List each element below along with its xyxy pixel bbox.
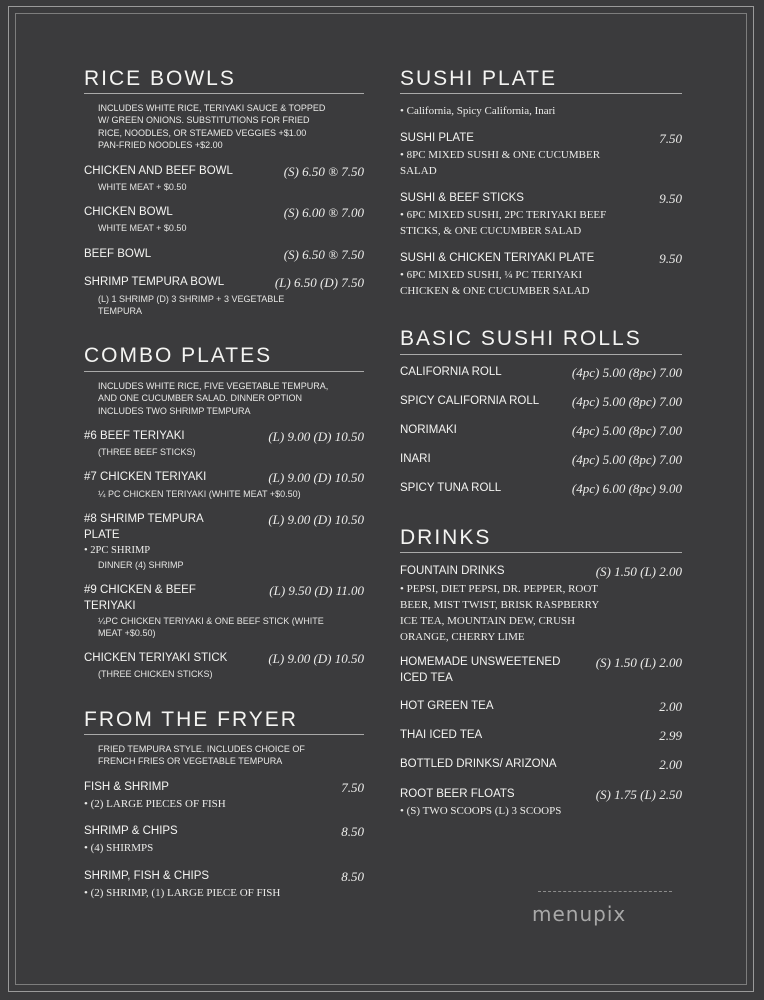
menu-item-name-line2: TERIYAKI bbox=[84, 600, 136, 612]
menu-item-name-line2: ICED TEA bbox=[400, 672, 453, 684]
menu-item-desc: (THREE BEEF STICKS) bbox=[98, 447, 196, 457]
menu-item-name: SUSHI & CHICKEN TERIYAKI PLATE bbox=[400, 252, 595, 264]
section-rule bbox=[84, 93, 364, 94]
menu-item-bullet: • 2PC SHRIMP bbox=[84, 545, 151, 556]
menu-item-name: HOMEMADE UNSWEETENED bbox=[400, 656, 561, 668]
menu-item-name: INARI bbox=[400, 453, 431, 465]
menu-item-name-line2: PLATE bbox=[84, 529, 120, 541]
menu-item-name: SHRIMP, FISH & CHIPS bbox=[84, 870, 210, 882]
menu-item-price: 2.99 bbox=[659, 728, 682, 743]
menu-item-desc: • (4) SHIRMPS bbox=[84, 842, 154, 854]
menu-item-price: (4pc) 5.00 (8pc) 7.00 bbox=[571, 394, 682, 409]
menu-item-desc: • 6PC MIXED SUSHI, 2PC TERIYAKI BEEF STICKS, & ONE CUCUMBER SALAD bbox=[400, 209, 607, 237]
section-note: FRIED TEMPURA STYLE. INCLUDES CHOICE OF FRENCH FRIES OR VEGETABLE TEMPURA bbox=[98, 744, 305, 767]
section-note: • California, Spicy California, Inari bbox=[400, 105, 556, 117]
menu-item-price: (S) 6.50 ® 7.50 bbox=[283, 247, 364, 262]
section-title-drinks: DRINKS bbox=[400, 526, 492, 549]
menu-item-name: SHRIMP TEMPURA BOWL bbox=[84, 276, 225, 288]
menu-item-name: #8 SHRIMP TEMPURA bbox=[84, 513, 204, 525]
menu-item-price: (L) 9.00 (D) 10.50 bbox=[268, 651, 364, 666]
menu-item-desc: ¼PC CHICKEN TERIYAKI & ONE BEEF STICK (WHITE MEAT +$0.50) bbox=[98, 616, 324, 638]
menu-item-price: (S) 1.50 (L) 2.00 bbox=[595, 564, 682, 579]
menu-item-name: CHICKEN BOWL bbox=[84, 206, 173, 218]
menu-item-price: (4pc) 5.00 (8pc) 7.00 bbox=[571, 423, 682, 438]
section-rule bbox=[400, 552, 682, 553]
menu-item-price: (L) 9.00 (D) 10.50 bbox=[268, 470, 364, 485]
menu-item-price: (4pc) 5.00 (8pc) 7.00 bbox=[571, 452, 682, 467]
menu-item-name: #6 BEEF TERIYAKI bbox=[84, 430, 185, 442]
menu-item-name: FOUNTAIN DRINKS bbox=[400, 565, 505, 577]
section-rule bbox=[400, 354, 682, 355]
menu-item-desc: ¼ PC CHICKEN TERIYAKI (WHITE MEAT +$0.50) bbox=[98, 489, 301, 499]
menu-item-desc: • (S) TWO SCOOPS (L) 3 SCOOPS bbox=[400, 805, 562, 817]
watermark-logo: menupix bbox=[532, 902, 627, 926]
menu-item-price: (S) 6.50 ® 7.50 bbox=[283, 164, 364, 179]
menu-item-desc: DINNER (4) SHRIMP bbox=[98, 560, 184, 570]
menu-item-price: 9.50 bbox=[659, 251, 682, 266]
menu-item-price: (L) 9.00 (D) 10.50 bbox=[268, 512, 364, 527]
menu-item-name: CHICKEN TERIYAKI STICK bbox=[84, 652, 228, 664]
menu-item-name: SPICY TUNA ROLL bbox=[400, 482, 502, 494]
menu-item-name: SPICY CALIFORNIA ROLL bbox=[400, 395, 540, 407]
menu-item-name: SUSHI PLATE bbox=[400, 132, 474, 144]
menu-item-price: 8.50 bbox=[341, 869, 364, 884]
section-note: INCLUDES WHITE RICE, FIVE VEGETABLE TEMPURA, AND ONE CUCUMBER SALAD. DINNER OPTION INCLUDES TWO SHRIMP TEMPURA bbox=[98, 381, 329, 416]
menu-item-price: 9.50 bbox=[659, 191, 682, 206]
section-title-from-the-fryer: FROM THE FRYER bbox=[84, 708, 298, 731]
menu-item-name: THAI ICED TEA bbox=[400, 729, 483, 741]
menu-item-price: (L) 9.00 (D) 10.50 bbox=[268, 429, 364, 444]
section-title-rice-bowls: RICE BOWLS bbox=[84, 67, 236, 90]
menu-item-desc: (THREE CHICKEN STICKS) bbox=[98, 669, 213, 679]
menu-item-desc: • (2) SHRIMP, (1) LARGE PIECE OF FISH bbox=[84, 887, 281, 899]
menu-item-desc: • 6PC MIXED SUSHI, ¼ PC TERIYAKI CHICKEN & ONE CUCUMBER SALAD bbox=[400, 269, 590, 297]
section-title-basic-sushi-rolls: BASIC SUSHI ROLLS bbox=[400, 327, 642, 350]
watermark-divider bbox=[538, 891, 672, 892]
menu-item-desc: • PEPSI, DIET PEPSI, DR. PEPPER, ROOT BEER, MIST TWIST, BRISK RASPBERRY ICE TEA, MOUNTAIN DEW, CRUSH ORANGE, CHERRY LIME bbox=[400, 583, 600, 643]
menu-item-name: BEEF BOWL bbox=[84, 248, 152, 260]
menu-item-price: (L) 9.50 (D) 11.00 bbox=[269, 583, 364, 598]
section-rule bbox=[84, 371, 364, 372]
menu-item-name: HOT GREEN TEA bbox=[400, 700, 494, 712]
menu-item-price: 2.00 bbox=[659, 757, 682, 772]
menu-item-name: BOTTLED DRINKS/ ARIZONA bbox=[400, 758, 557, 770]
menu-item-price: (S) 6.00 ® 7.00 bbox=[283, 205, 364, 220]
menu-item-name: #7 CHICKEN TERIYAKI bbox=[84, 471, 207, 483]
section-rule bbox=[400, 93, 682, 94]
menu-item-price: (4pc) 5.00 (8pc) 7.00 bbox=[571, 365, 682, 380]
menu-item-desc: WHITE MEAT + $0.50 bbox=[98, 223, 187, 233]
menu-item-desc: (L) 1 SHRIMP (D) 3 SHRIMP + 3 VEGETABLE TEMPURA bbox=[98, 294, 285, 316]
menu-item-desc: • (2) LARGE PIECES OF FISH bbox=[84, 798, 226, 810]
menu-item-name: FISH & SHRIMP bbox=[84, 781, 169, 793]
section-title-sushi-plate: SUSHI PLATE bbox=[400, 67, 557, 90]
menu-item-price: (S) 1.50 (L) 2.00 bbox=[595, 655, 682, 670]
menu-item-desc: WHITE MEAT + $0.50 bbox=[98, 182, 187, 192]
menu-item-name: CALIFORNIA ROLL bbox=[400, 366, 502, 378]
menu-item-price: (S) 1.75 (L) 2.50 bbox=[595, 787, 682, 802]
menu-item-name: ROOT BEER FLOATS bbox=[400, 788, 515, 800]
menu-item-name: #9 CHICKEN & BEEF bbox=[84, 584, 196, 596]
menu-item-desc: • 8PC MIXED SUSHI & ONE CUCUMBER SALAD bbox=[400, 149, 601, 177]
menu-item-price: 7.50 bbox=[659, 131, 682, 146]
menu-item-price: 8.50 bbox=[341, 824, 364, 839]
menu-item-name: SUSHI & BEEF STICKS bbox=[400, 192, 524, 204]
section-note: INCLUDES WHITE RICE, TERIYAKI SAUCE & TOPPED W/ GREEN ONIONS. SUBSTITUTIONS FOR FRIED RICE, NOODLES, OR STEAMED VEGGIES +$1.00 PAN-FRIED NOODLES +$2.00 bbox=[98, 103, 326, 151]
menu-item-price: 2.00 bbox=[659, 699, 682, 714]
menu-item-name: SHRIMP & CHIPS bbox=[84, 825, 178, 837]
menu-item-name: NORIMAKI bbox=[400, 424, 457, 436]
menu-item-price: (L) 6.50 (D) 7.50 bbox=[274, 275, 364, 290]
menu-item-price: (4pc) 6.00 (8pc) 9.00 bbox=[571, 481, 682, 496]
section-rule bbox=[84, 734, 364, 735]
menu-item-name: CHICKEN AND BEEF BOWL bbox=[84, 165, 233, 177]
menu-item-price: 7.50 bbox=[341, 780, 364, 795]
section-title-combo-plates: COMBO PLATES bbox=[84, 344, 273, 367]
